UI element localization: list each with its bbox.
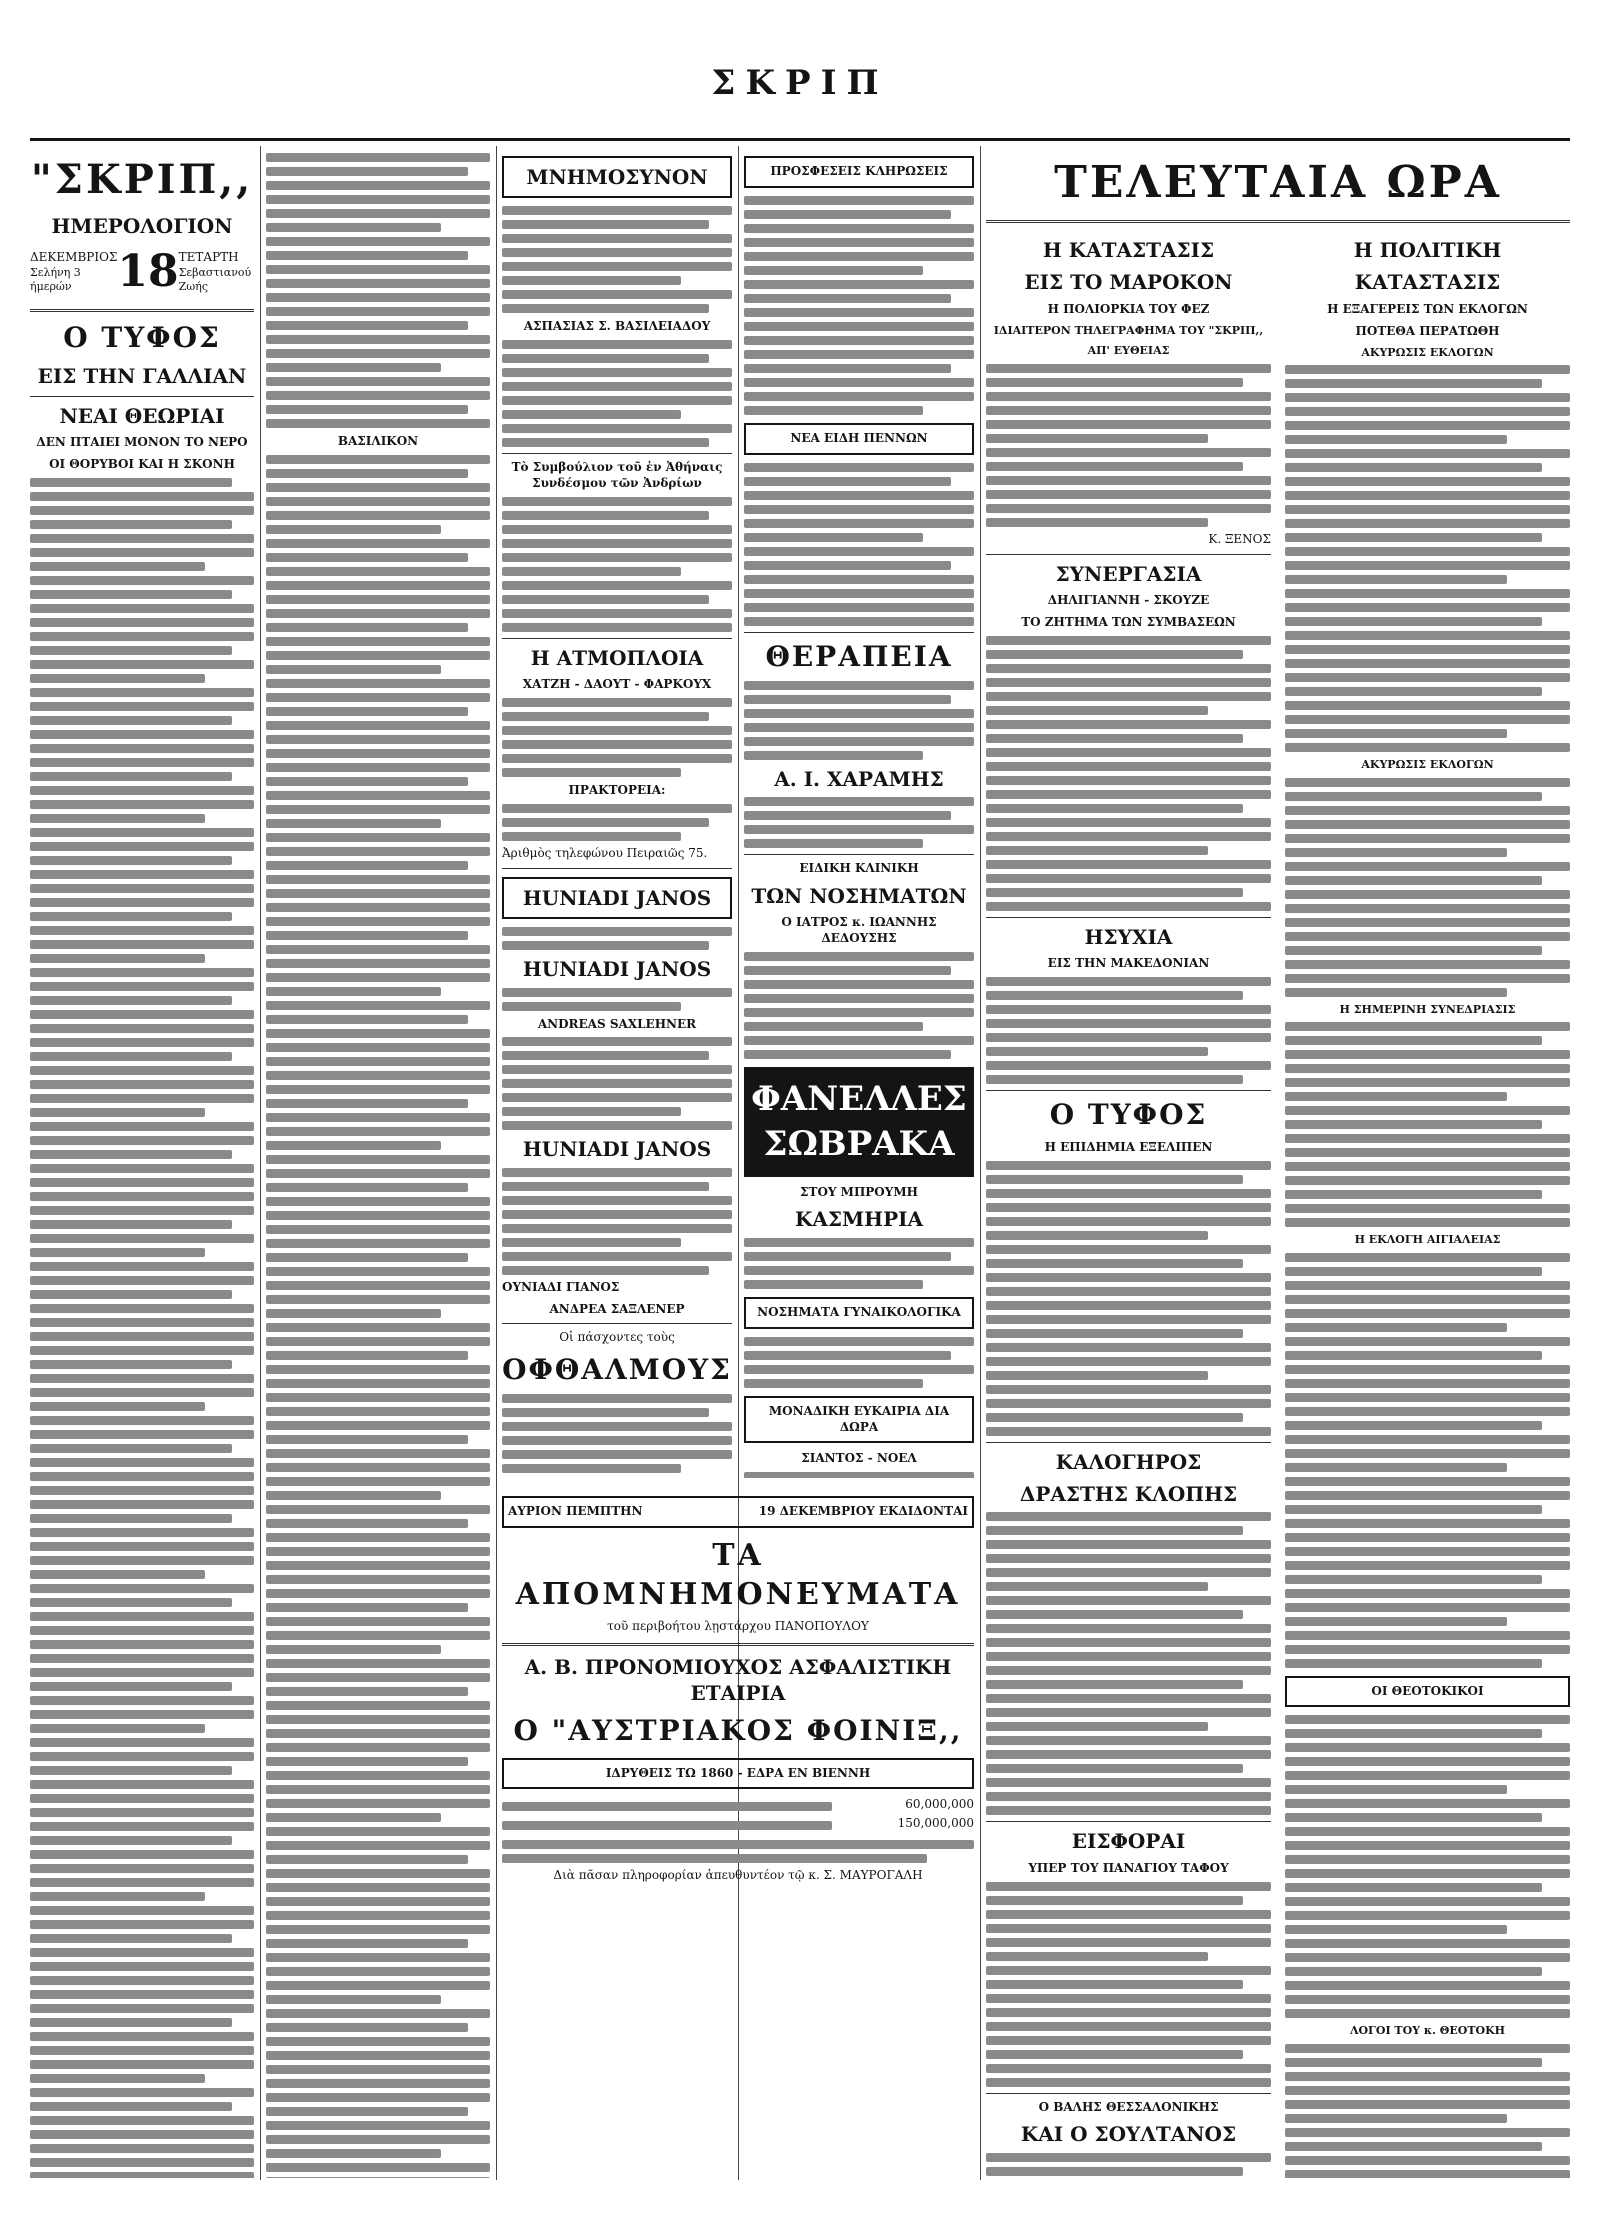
- article-body: [1285, 365, 1570, 752]
- ad-memoirs: ΤΑ ΑΠΟΜΝΗΜΟΝΕΥΜΑΤΑ: [515, 1537, 961, 1613]
- harami-name: Α. Ι. ΧΑΡΑΜΗΣ: [774, 766, 944, 791]
- morocco-h2: ΕΙΣ ΤΟ ΜΑΡΟΚΟΝ: [1024, 270, 1233, 295]
- ad-saxlener-gr: ΑΝΔΡΕΑ ΣΑΞΛΕΝΕΡ: [549, 1301, 685, 1316]
- article-body: [502, 1840, 974, 1863]
- headline-andros: Τὸ Συμβούλιον τοῦ ἐν Ἀθήναις Συνδέσμου τῶν Ἀνδρίων: [511, 460, 723, 491]
- article-body: [986, 1882, 1271, 2087]
- article-body: [744, 1472, 974, 1478]
- agencies-label: ΠΡΑΚΤΟΡΕΙΑ:: [568, 783, 666, 798]
- article-body: [986, 1161, 1271, 1436]
- divider: [986, 554, 1271, 555]
- coop-h3: ΤΟ ΖΗΤΗΜΑ ΤΩΝ ΣΥΜΒΑΣΕΩΝ: [1021, 614, 1236, 629]
- typhus-h1: Ο ΤΥΦΟΣ: [1049, 1097, 1208, 1131]
- siantos-noel: ΣΙΑΝΤΟΣ - ΝΟΕΛ: [801, 1451, 917, 1466]
- article-body: [986, 977, 1271, 1084]
- politics-h8: Η ΕΚΛΟΓΗ ΑΙΓΙΑΛΕΙΑΣ: [1354, 1233, 1501, 1247]
- monk-h2: ΔΡΑΣΤΗΣ ΚΛΟΠΗΣ: [1019, 1481, 1238, 1506]
- divider: [986, 1821, 1271, 1822]
- headline-water: ΔΕΝ ΠΤΑΙΕΙ ΜΟΝΟΝ ΤΟ ΝΕΡΟ: [36, 435, 248, 449]
- coop-h1: ΣΥΝΕΡΓΑΣΙΑ: [1055, 561, 1202, 586]
- ad-amount-row: [502, 1816, 974, 1835]
- morocco-h3: Η ΠΟΛΙΟΡΚΙΑ ΤΟΥ ΦΕΖ: [1047, 301, 1210, 316]
- article-body: [986, 1512, 1271, 1815]
- politics-h1: Η ΠΟΛΙΤΙΚΗ: [1353, 238, 1502, 263]
- article-body: [502, 206, 732, 313]
- last-hour-subcolumns: [986, 231, 1570, 2178]
- column-5: [986, 148, 1570, 2178]
- ad-amount-1: 60,000,000: [905, 1797, 974, 1812]
- column-2: [266, 148, 490, 2178]
- moon-note: Σελήνη 3 ήμερών: [30, 265, 81, 294]
- headline-pens: ΝΕΑ ΕΙΔΗ ΠΕΝΝΩΝ: [744, 423, 974, 455]
- ad-memoirs-sub: τοῦ περιβοήτου λῃστάρχου ΠΑΝΟΠΟΥΛΟΥ: [607, 1619, 869, 1634]
- vali-h1: Ο ΒΑΛΗΣ ΘΕΣΣΑΛΟΝΙΚΗΣ: [1038, 2099, 1219, 2114]
- steamship-name: ΧΑΤΖΗ - ΔΑΟΥΤ - ΦΑΡΚΟΥΧ: [522, 677, 712, 692]
- article-body: [266, 153, 490, 428]
- masthead: [30, 28, 1570, 141]
- ad-broumis: ΣΤΟΥ ΜΠΡΟΥΜΗ: [800, 1184, 918, 1199]
- article-body: [986, 364, 1271, 527]
- ad-eyes: ΟΦΘΑΛΜΟΥΣ: [502, 1353, 732, 1387]
- article-body: [30, 478, 254, 2178]
- column-rule: [260, 146, 261, 2180]
- article-body: [502, 340, 732, 447]
- ad-greek-names: [502, 1280, 732, 1296]
- divider: [502, 868, 732, 869]
- vali-h2: ΚΑΙ Ο ΣΟΥΛΤΑΝΟΣ: [1020, 2122, 1237, 2147]
- article-body: [986, 636, 1271, 911]
- article-body: [986, 2153, 1271, 2178]
- morocco-h4: ΙΔΙΑΙΤΕΡΟΝ ΤΗΛΕΓΡΑΦΗΜΑ ΤΟΥ "ΣΚΡΙΠ,,: [993, 323, 1264, 337]
- phone-note: Ἀριθμὸς τηλεφώνου Πειραιῶς 75.: [502, 845, 708, 860]
- ad-flannels: ΦΑΝΕΛΛΕΣ: [751, 1078, 967, 1119]
- divider: [744, 854, 974, 855]
- headline-steamship: Η ΑΤΜΟΠΛΟΙΑ: [530, 645, 704, 670]
- divider: [30, 309, 254, 312]
- ad-phoenix: Ο "ΑΥΣΤΡΙΑΚΟΣ ΦΟΙΝΙΞ,,: [513, 1713, 963, 1747]
- article-body: [1285, 778, 1570, 997]
- column-rule: [980, 146, 981, 2180]
- column-rule: [496, 146, 497, 2180]
- politics-h9: ΟΙ ΘΕΟΤΟΚΙΚΟΙ: [1285, 1676, 1570, 1708]
- article-body: [1285, 1715, 1570, 2018]
- ad-insurance: Α. Β. ΠΡΟΝΟΜΙΟΥΧΟΣ ΑΣΦΑΛΙΣΤΙΚΗ ΕΤΑΙΡΙΑ: [524, 1654, 952, 1706]
- contrib-h1: ΕΙΣΦΟΡΑΙ: [1071, 1829, 1186, 1854]
- headline-gifts: ΜΟΝΑΔΙΚΗ ΕΥΚΑΙΡΙΑ ΔΙΑ ΔΩΡΑ: [744, 1396, 974, 1444]
- calm-h2: ΕΙΣ ΤΗΝ ΜΑΚΕΔΟΝΙΑΝ: [1047, 955, 1210, 970]
- divider: [502, 453, 732, 454]
- last-hour-right: [1285, 231, 1570, 2178]
- ad-huniadi-3: HUNIADI JANOS: [522, 1137, 712, 1162]
- calm-h1: ΗΣΥΧΙΑ: [1084, 924, 1173, 949]
- divider: [30, 396, 254, 397]
- headline-noise: ΟΙ ΘΟΡΥΒΟΙ ΚΑΙ Η ΣΚΟΝΗ: [49, 456, 235, 471]
- clinic-doctor: Ο ΙΑΤΡΟΣ κ. ΙΩΑΝΝΗΣ ΔΕΔΟΥΣΗΣ: [781, 915, 937, 946]
- article-body: [1285, 2044, 1570, 2178]
- headline-typhus: Ο ΤΥΦΟΣ: [63, 321, 221, 355]
- column-4: [744, 148, 974, 1478]
- masthead-title: ΣΚΡΙΠ: [711, 63, 889, 103]
- article-body: [744, 952, 974, 1059]
- ad-ouniadi: ΟΥΝΙΑΔΙ ΓΙΑΝΟΣ: [502, 1279, 620, 1294]
- article-body: [744, 463, 974, 626]
- memorial-name: ΑΣΠΑΣΙΑΣ Σ. ΒΑΣΙΛΕΙΑΔΟΥ: [523, 319, 711, 334]
- politics-h4: ΠΟΤΕΘΑ ΠΕΡΑΤΩΘΗ: [1355, 323, 1500, 338]
- morocco-h1: Η ΚΑΤΑΣΤΑΣΙΣ: [1042, 238, 1215, 263]
- politics-h7: Η ΣΗΜΕΡΙΝΗ ΣΥΝΕΔΡΙΑΣΙΣ: [1339, 1002, 1516, 1016]
- article-body: [502, 497, 732, 632]
- newspaper-page: [30, 28, 1570, 2198]
- politics-h10: ΛΟΓΟΙ ΤΟΥ κ. ΘΕΟΤΟΚΗ: [1349, 2024, 1506, 2038]
- headline-diseases: ΤΩΝ ΝΟΣΗΜΑΤΩΝ: [751, 883, 967, 908]
- morocco-signature: Κ. ΞΕΝΟΣ: [1208, 531, 1271, 546]
- divider: [986, 220, 1570, 223]
- article-body: [744, 196, 974, 415]
- ad-date: 19 ΔΕΚΕΜΒΡΙΟΥ ΕΚΔΙΔΟΝΤΑΙ: [758, 1504, 968, 1518]
- headline-royal: ΒΑΣΙΛΙΚΟΝ: [337, 434, 419, 448]
- article-body: [266, 455, 490, 2178]
- headline-theories: ΝΕΑΙ ΘΕΩΡΙΑΙ: [59, 403, 225, 428]
- ad-saxlehner: ANDREAS SAXLEHNER: [537, 1016, 697, 1031]
- ad-huniadi-1: HUNIADI JANOS: [502, 877, 732, 919]
- politics-h2: ΚΑΤΑΣΤΑΣΙΣ: [1354, 270, 1501, 295]
- divider: [502, 1323, 732, 1324]
- ad-founded: ΙΔΡΥΘΕΙΣ ΤΩ 1860 - ΕΔΡΑ ΕΝ ΒΙΕΝΝΗ: [502, 1758, 974, 1790]
- article-body: [744, 797, 974, 848]
- article-body: [1285, 1253, 1570, 1668]
- article-body: [1285, 1022, 1570, 1227]
- article-body: [744, 1337, 974, 1388]
- monk-h1: ΚΑΛΟΓΗΡΟΣ: [1055, 1449, 1202, 1474]
- divider: [986, 1442, 1271, 1443]
- article-body: [502, 927, 732, 950]
- typhus-h2: Η ΕΠΙΔΗΜΙΑ ΕΞΕΛΙΠΕΝ: [1044, 1139, 1213, 1154]
- article-body: [502, 988, 732, 1011]
- bottom-ad: [502, 1488, 974, 2178]
- column-1: [30, 148, 254, 2178]
- coop-h2: ΔΗΛΙΓΙΑΝΝΗ - ΣΚΟΥΖΕ: [1047, 592, 1210, 607]
- ad-flannels-box: [744, 1067, 974, 1177]
- headline-clinic: ΕΙΔΙΚΗ ΚΛΙΝΙΚΗ: [799, 861, 919, 875]
- headline-france: ΕΙΣ ΤΗΝ ΓΑΛΛΙΑΝ: [37, 364, 247, 389]
- headline-therapy: ΘΕΡΑΠΕΙΑ: [765, 639, 953, 673]
- headline-gyn: ΝΟΣΗΜΑΤΑ ΓΥΝΑΙΚΟΛΟΓΙΚΑ: [744, 1297, 974, 1329]
- article-body: [744, 681, 974, 760]
- contrib-h2: ΥΠΕΡ ΤΟΥ ΠΑΝΑΓΙΟΥ ΤΑΦΟΥ: [1028, 1860, 1229, 1875]
- headline-offers: ΠΡΟΣΦΕΣΕΙΣ ΚΛΗΡΩΣΕΙΣ: [744, 156, 974, 188]
- ad-top-bar: [502, 1496, 974, 1528]
- headline-last-hour: ΤΕΛΕΥΤΑΙΑ ΩΡΑ: [1054, 157, 1502, 208]
- ad-underwear: ΣΩΒΡΑΚΑ: [763, 1123, 955, 1164]
- divider: [986, 917, 1271, 918]
- date-block: [30, 243, 254, 301]
- ad-huniadi-2: HUNIADI JANOS: [522, 957, 712, 982]
- article-body: [502, 1394, 732, 1478]
- ad-cashmere: ΚΑΣΜΗΡΙΑ: [795, 1207, 923, 1232]
- politics-h3: Η ΕΞΑΓΕΡΕΙΣ ΤΩΝ ΕΚΛΟΓΩΝ: [1327, 301, 1528, 316]
- calendar-label: ΗΜΕΡΟΛΟΓΙΟΝ: [51, 213, 233, 238]
- divider: [986, 2093, 1271, 2094]
- ad-tomorrow: ΑΥΡΙΟΝ ΠΕΜΠΤΗΝ: [508, 1504, 643, 1518]
- paper-name: "ΣΚΡΙΠ,,: [30, 156, 254, 203]
- ad-amount-row: [502, 1797, 974, 1816]
- day-number: 18: [117, 246, 179, 298]
- article-body: [502, 804, 732, 841]
- article-body: [502, 1037, 732, 1130]
- article-body: [744, 1238, 974, 1289]
- morocco-h5: ΑΠ' ΕΥΘΕΙΑΣ: [1087, 344, 1170, 358]
- divider: [502, 1643, 974, 1646]
- ad-agent: Διὰ πᾶσαν πληροφορίαν ἀπευθυντέον τῷ κ. Σ. ΜΑΥΡΟΓΑΛΗ: [553, 1868, 923, 1883]
- divider: [744, 632, 974, 633]
- column-3: [502, 148, 732, 1478]
- month: ΔΕΚΕΜΒΡΙΟΣ: [30, 249, 118, 264]
- divider: [986, 1090, 1271, 1091]
- politics-h5: ΑΚΥΡΩΣΙΣ ΕΚΛΟΓΩΝ: [1361, 345, 1494, 359]
- eye-intro: Οἱ πάσχοντες τοὺς: [559, 1330, 675, 1345]
- article-body: [502, 698, 732, 777]
- weekday: ΤΕΤΑΡΤΗ: [178, 249, 239, 264]
- ad-amount-2: 150,000,000: [897, 1816, 974, 1831]
- article-body: [502, 1168, 732, 1275]
- politics-h6: ΑΚΥΡΩΣΙΣ ΕΚΛΟΓΩΝ: [1361, 758, 1494, 772]
- divider: [502, 638, 732, 639]
- headline-memorial: ΜΝΗΜΟΣΥΝΟΝ: [502, 156, 732, 198]
- last-hour-left: [986, 231, 1271, 2178]
- saint: Σεβαστιανού Ζωής: [178, 265, 252, 294]
